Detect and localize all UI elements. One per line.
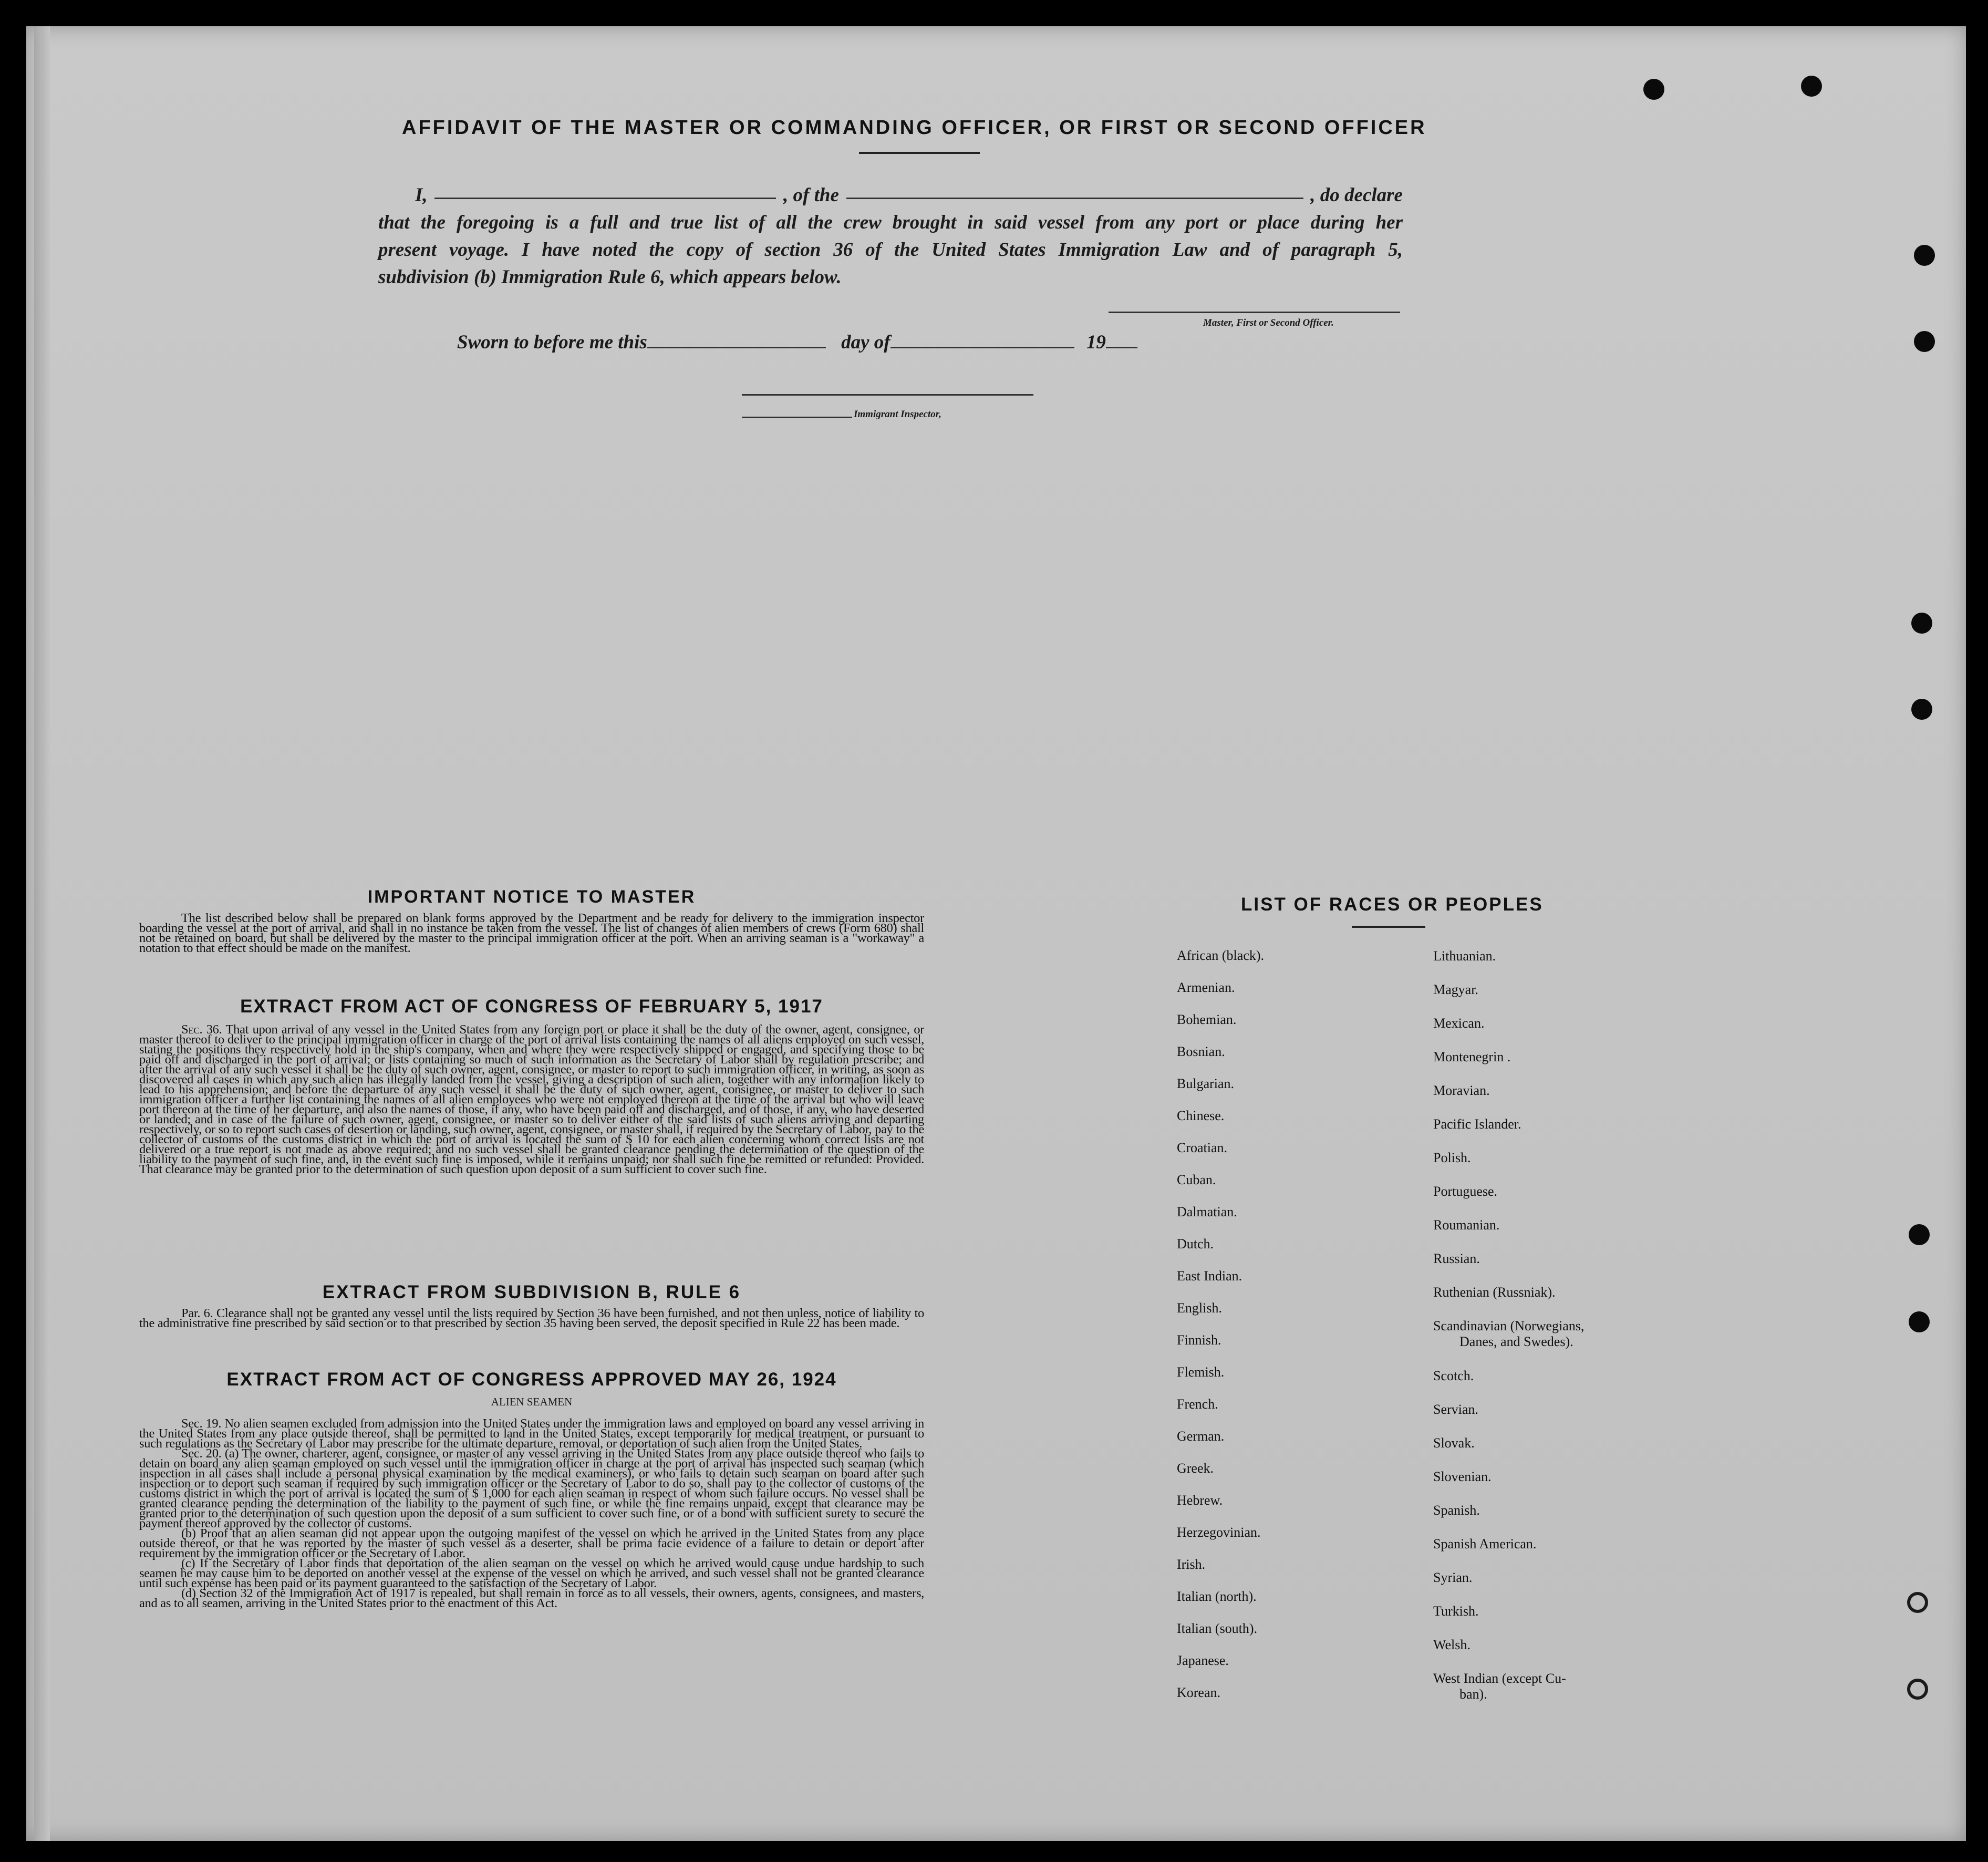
sec20c-text: (c) If the Secretary of Labor finds that deportation of the alien seaman on the vessel on which he arrived would cause undue hardship to such seamen he may cause him to be deported on another vessel at the expense of the vessel on which he arrived, and such vessel shall not be granted clearance until such expense has been paid or its payment guaranteed to the satisfaction of the Secretary of Labor. — [139, 1556, 924, 1590]
race-item: Bulgarian. — [1177, 1076, 1235, 1091]
notice-title: IMPORTANT NOTICE TO MASTER — [367, 887, 696, 907]
sworn-day-blank[interactable] — [647, 331, 826, 348]
affidavit-line2: that the foregoing is a full and true list of all the crew brought in said vessel from any port or place during her — [378, 212, 1403, 233]
sec20-text: Sec. 20. (a) The owner, charterer, agent, consignee, or master of any vessel arriving in the United States from any place outside thereof who fails to detain on board any alien seaman employed on such vessel until the immigration officer in charge at the port of arrival has inspected such seaman (which inspection in all cases shall include a personal physical examination by the medical examiners), or who fails to detain such seaman on board after such inspection or to deport such seaman if required by such immigration officer or the Secretary of Labor to do so, shall pay to the collector of customs of the customs district in which the port of arrival is located the sum of $ 1,000 for each alien seaman in respect of whom such failure occurs. No vessel shall be granted clearance pending the determination of the liability to the payment of such fine, or while the fine remains unpaid, except that clearance may be granted prior to the determination of such question upon the deposit of a sum sufficient to cover such fine, or of a bond with sufficient surety to secure the payment thereof approved by the collector of customs. — [139, 1446, 924, 1530]
race-item: Dalmatian. — [1177, 1204, 1237, 1219]
race-item-scandinavian — [1433, 1309, 1622, 1359]
race-item: Turkish. — [1433, 1604, 1479, 1619]
race-item: Cuban. — [1177, 1172, 1216, 1187]
par6-text: Par. 6. Clearance shall not be granted any vessel until the lists required by Section 36 have been furnished, and not then unless, notice of liability to the administrative fine prescribed by said section or to that prescribed by section 35 having been served, the deposit specified in Rule 22 has been made. — [139, 1306, 924, 1330]
affidavit-line3: present voyage. I have noted the copy of section 36 of the United States Immigration Law and of paragraph 5, — [378, 239, 1403, 261]
extract-rule6-title: EXTRACT FROM SUBDIVISION B, RULE 6 — [322, 1282, 741, 1302]
races-title: LIST OF RACES OR PEOPLES — [1241, 894, 1544, 915]
punch-hole — [1643, 79, 1664, 100]
race-item: Finnish. — [1177, 1332, 1221, 1348]
inspector-line-short[interactable] — [742, 417, 852, 418]
sec20b-text: (b) Proof that an alien seaman did not appear upon the outgoing manifest of the vessel on which he arrived in the United States from any place outside thereof, or that he was reported by the master of such vessel as a deserter, shall be prima facie evidence of a failure to detain or deport after requirement by the immigration officer or the Secretary of Labor. — [139, 1526, 924, 1560]
race-item: Spanish. — [1433, 1503, 1480, 1518]
race-item: Herzegovinian. — [1177, 1525, 1261, 1540]
race-item: German. — [1177, 1429, 1225, 1444]
race-item: Mexican. — [1433, 1016, 1485, 1031]
races-title-underline — [1352, 926, 1425, 928]
race-item: Armenian. — [1177, 980, 1235, 995]
races-left-column — [1177, 939, 1264, 1709]
race-item: Polish. — [1433, 1150, 1471, 1165]
affidavit-i: I, — [415, 184, 428, 206]
notice-body — [139, 913, 924, 953]
signature-caption: Master, First or Second Officer. — [1203, 317, 1334, 328]
race-item: Roumanian. — [1433, 1217, 1500, 1233]
race-item: Montenegrin . — [1433, 1049, 1511, 1064]
race-item: East Indian. — [1177, 1268, 1242, 1284]
affidavit-title: AFFIDAVIT OF THE MASTER OR COMMANDING OFFICER, OR FIRST OR SECOND OFFICER — [402, 117, 1427, 139]
affidavit-declare: , do declare — [1310, 184, 1403, 206]
inspector-signature-line[interactable] — [742, 394, 1033, 396]
race-item: Italian (north). — [1177, 1589, 1257, 1604]
race-item: English. — [1177, 1300, 1222, 1316]
race-item: Hebrew. — [1177, 1493, 1223, 1508]
race-item-west-indian — [1433, 1662, 1622, 1703]
extract-1924-body — [139, 1416, 924, 1610]
sworn-day-label: day of — [841, 332, 891, 353]
affidavit-of-the: , of the — [783, 184, 839, 206]
race-item: Pacific Islander. — [1433, 1116, 1521, 1132]
race-item: Slovak. — [1433, 1435, 1475, 1451]
extract-1917-title: EXTRACT FROM ACT OF CONGRESS OF FEBRUARY 5, 1917 — [240, 996, 823, 1017]
race-item: Bosnian. — [1177, 1044, 1225, 1059]
signature-line[interactable] — [1109, 312, 1400, 313]
race-item: Croatian. — [1177, 1140, 1228, 1155]
punch-hole — [1909, 1311, 1930, 1332]
sworn-year-label: 19 — [1086, 332, 1106, 353]
race-item: Russian. — [1433, 1251, 1480, 1266]
alien-seamen-subtitle: ALIEN SEAMEN — [491, 1395, 573, 1408]
race-item: Korean. — [1177, 1685, 1221, 1700]
punch-hole-open — [1907, 1592, 1928, 1613]
race-item: Dutch. — [1177, 1236, 1214, 1251]
punch-hole-open — [1907, 1679, 1928, 1700]
race-item: French. — [1177, 1396, 1218, 1412]
punch-hole — [1801, 76, 1822, 97]
race-item-line: Scandinavian (Norwegians, — [1433, 1318, 1585, 1333]
sworn-year-blank[interactable] — [1106, 331, 1137, 348]
race-item: Spanish American. — [1433, 1536, 1537, 1551]
race-item: Italian (south). — [1177, 1621, 1258, 1636]
race-item: Flemish. — [1177, 1364, 1225, 1380]
race-item: Magyar. — [1433, 982, 1478, 997]
race-item-line: ban). — [1459, 1687, 1487, 1702]
title-underline — [859, 152, 980, 154]
master-name-blank[interactable] — [434, 182, 776, 199]
inspector-caption: Immigrant Inspector, — [854, 409, 941, 420]
race-item: Welsh. — [1433, 1637, 1471, 1652]
extract-1917-body — [139, 1022, 925, 1176]
race-item-line: Danes, and Swedes). — [1459, 1334, 1573, 1349]
sworn-statement — [457, 331, 1137, 354]
punch-hole — [1911, 613, 1932, 634]
race-item: Greek. — [1177, 1461, 1214, 1476]
sworn-month-blank[interactable] — [891, 331, 1074, 348]
race-item: Chinese. — [1177, 1108, 1225, 1123]
sec36-text: That upon arrival of any vessel in the United States from any foreign port or place it shall be the duty of the owner, agent, consignee, or master thereof to deliver to the principal immigration officer in charge of the port of arrival lists containing the names of all aliens employed on such vessel, stating the positions they respectively hold in the ship's company, when and where they were respectively shipped or engaged, and specifying those to be paid off and discharged in the port of arrival; or lists containing so much of such information as the Secretary of Labor shall by regulation prescribe; and after the arrival of any such vessel it shall be the duty of such owner, agent, consignee, or master to report to such immigration officer, in writing, as soon as discovered all cases in which any such alien has illegally landed from the vessel, giving a description of such alien, together with any information likely to lead to his apprehension; and before the departure of any such vessel it shall be the duty of such owner, agent, consignee, or master to deliver to such immigration officer a further list containing the names of all alien employees who were not employed thereon at the time of the arrival but who will leave port thereon at the time of her departure, and also the names of those, if any, who have been paid off and discharged, and of those, if any, who have deserted or landed; and in case of the failure of such owner, agent, consignee, or master so to deliver either of the said lists of such aliens arriving and departing respectively, or so to report such cases of desertion or landing, such owner, agent, consignee, or master shall, if required by the Secretary of Labor, pay to the collector of customs of the customs district in which the port of arrival is located the sum of $ 10 for each alien concerning whom correct lists are not delivered or a true report is not made as above required; and no such vessel shall be granted clearance pending the determination of the question of the liability to the payment of such fine, and, in the event such fine is imposed, while it remains unpaid; nor shall such fine be remitted or refunded: Provided. That clearance may be granted prior to the determination of such question upon deposit of a sum sufficient to cover such fine. — [139, 1022, 925, 1176]
extract-1924-title: EXTRACT FROM ACT OF CONGRESS APPROVED MAY 26, 1924 — [226, 1369, 837, 1390]
notice-text: The list described below shall be prepared on blank forms approved by the Department and be ready for delivery to the immigration inspector boarding the vessel at the port of arrival, and shall in no instance be taken from the vessel. The list of changes of alien members of crews (Form 680) shall not be retained on board, but shall be delivered by the master to the principal immigration officer at the port. When an arriving seaman is a "workaway" a notation to that effect should be made on the manifest. — [139, 911, 924, 955]
sec19-text: Sec. 19. No alien seamen excluded from admission into the United States under the immigration laws and employed on board any vessel arriving in the United States from any place outside thereof, shall be permitted to land in the United States, except temporarily for medical treatment, or pursuant to such regulations as the Secretary of Labor may prescribe for the ultimate departure, removal, or deportation of such alien from the United States. — [139, 1416, 924, 1451]
sec20d-text: (d) Section 32 of the Immigration Act of 1917 is repealed, but shall remain in force as to all vessels, their owners, agents, consignees, and masters, and as to all seamen, arriving in the United States prior to the enactment of this Act. — [139, 1586, 924, 1610]
race-item: Moravian. — [1433, 1083, 1490, 1098]
race-item: Slovenian. — [1433, 1469, 1492, 1484]
race-item: Portuguese. — [1433, 1184, 1498, 1199]
extract-rule6-body — [139, 1308, 924, 1328]
race-item: Bohemian. — [1177, 1012, 1237, 1027]
race-item-line: West Indian (except Cu- — [1433, 1671, 1566, 1686]
sworn-prefix: Sworn to before me this — [457, 332, 647, 353]
race-item: Lithuanian. — [1433, 948, 1496, 964]
affidavit-declaration — [378, 182, 1403, 291]
race-item: Ruthenian (Russniak). — [1433, 1285, 1556, 1300]
sec36-label: Sec. 36. — [181, 1022, 222, 1037]
race-item: Japanese. — [1177, 1653, 1229, 1668]
punch-hole — [1914, 245, 1935, 266]
race-item: Irish. — [1177, 1557, 1206, 1572]
punch-hole — [1909, 1224, 1930, 1245]
page-fold-shadow — [34, 26, 50, 1841]
races-right-column — [1433, 939, 1622, 1703]
affidavit-line4: subdivision (b) Immigration Rule 6, which appears below. — [378, 266, 842, 288]
race-item: African (black). — [1177, 948, 1265, 963]
race-item: Servian. — [1433, 1402, 1478, 1417]
vessel-name-blank[interactable] — [846, 182, 1303, 199]
race-item: Scotch. — [1433, 1368, 1474, 1383]
race-item: Syrian. — [1433, 1570, 1473, 1585]
punch-hole — [1914, 331, 1935, 352]
punch-hole — [1911, 699, 1932, 720]
